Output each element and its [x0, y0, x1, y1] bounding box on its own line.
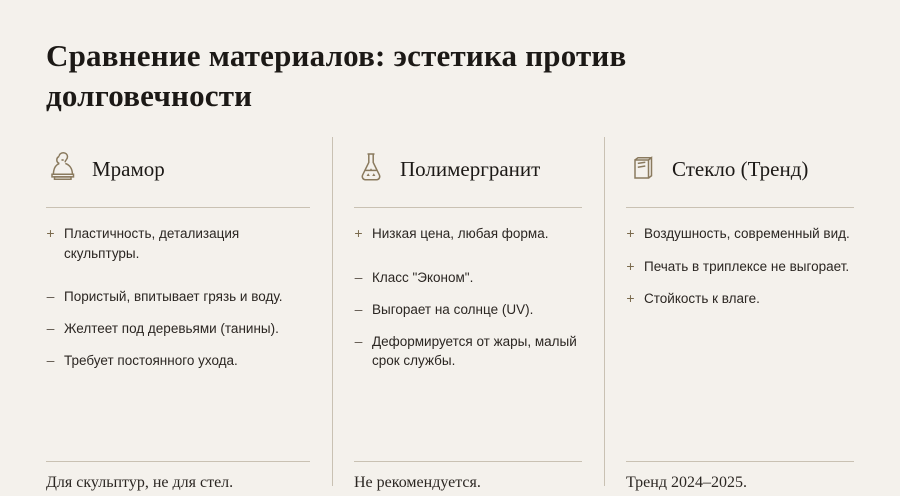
item-text: Пористый, впитывает грязь и воду. [64, 288, 283, 304]
feature-list [46, 224, 310, 451]
list-item [354, 300, 582, 319]
column-header [46, 137, 310, 201]
recycling-flask-icon [354, 149, 388, 189]
item-marker: + [46, 225, 55, 242]
item-text: Низкая цена, любая форма. [372, 226, 549, 242]
list-item [354, 268, 582, 287]
item-text: Воздушность, современный вид. [644, 226, 850, 242]
column-body [46, 224, 310, 492]
column-header [354, 137, 582, 201]
page-title: Сравнение материалов: эстетика против долговечности [46, 38, 627, 113]
column-rule [354, 207, 582, 208]
feature-list [626, 224, 854, 451]
footnote-rule [626, 461, 854, 462]
list-item [46, 319, 310, 338]
item-text: Стойкость к влаге. [644, 290, 760, 306]
feature-list [354, 224, 582, 451]
item-marker: + [354, 225, 363, 242]
column-rule [626, 207, 854, 208]
column-glass [604, 137, 854, 492]
item-marker: + [626, 225, 635, 242]
comparison-columns [46, 137, 854, 492]
item-text: Требует постоянного ухода. [64, 352, 238, 368]
item-text: Печать в триплексе не выгорает. [644, 258, 850, 274]
item-marker: – [354, 268, 363, 285]
item-marker: + [626, 257, 635, 274]
list-item [46, 351, 310, 370]
item-text: Класс "Эконом". [372, 269, 474, 285]
list-item [354, 224, 582, 243]
list-item [626, 257, 854, 276]
list-item [46, 287, 310, 306]
list-item [46, 224, 310, 262]
item-marker: – [46, 319, 55, 336]
item-text: Желтеет под деревьями (танины). [64, 320, 279, 336]
footnote-rule [354, 461, 582, 462]
column-footnote: Не рекомендуется. [354, 474, 481, 492]
marble-bust-icon [46, 149, 80, 189]
column-title: Стекло (Тренд) [672, 156, 809, 181]
footnote-rule [46, 461, 310, 462]
item-marker: – [46, 351, 55, 368]
glass-pane-icon [626, 149, 660, 189]
column-body [626, 224, 854, 492]
column-marble [46, 137, 332, 492]
column-title: Полимергранит [400, 156, 541, 181]
list-item [626, 224, 854, 243]
column-polymer-granite [332, 137, 604, 492]
list-item [626, 289, 854, 308]
item-text: Выгорает на солнце (UV). [372, 301, 534, 317]
column-footnote: Тренд 2024–2025. [626, 474, 747, 492]
column-header [626, 137, 854, 201]
item-text: Деформируется от жары, малый срок службы. [372, 333, 577, 368]
column-footnote: Для скульптур, не для стел. [46, 474, 234, 492]
item-marker: + [626, 289, 635, 306]
column-title: Мрамор [92, 156, 165, 181]
list-item [354, 332, 582, 370]
item-text: Пластичность, детализация скульптуры. [64, 226, 240, 261]
item-marker: – [354, 300, 363, 317]
column-body [354, 224, 582, 492]
item-marker: – [354, 332, 363, 349]
item-marker: – [46, 287, 55, 304]
column-rule [46, 207, 310, 208]
